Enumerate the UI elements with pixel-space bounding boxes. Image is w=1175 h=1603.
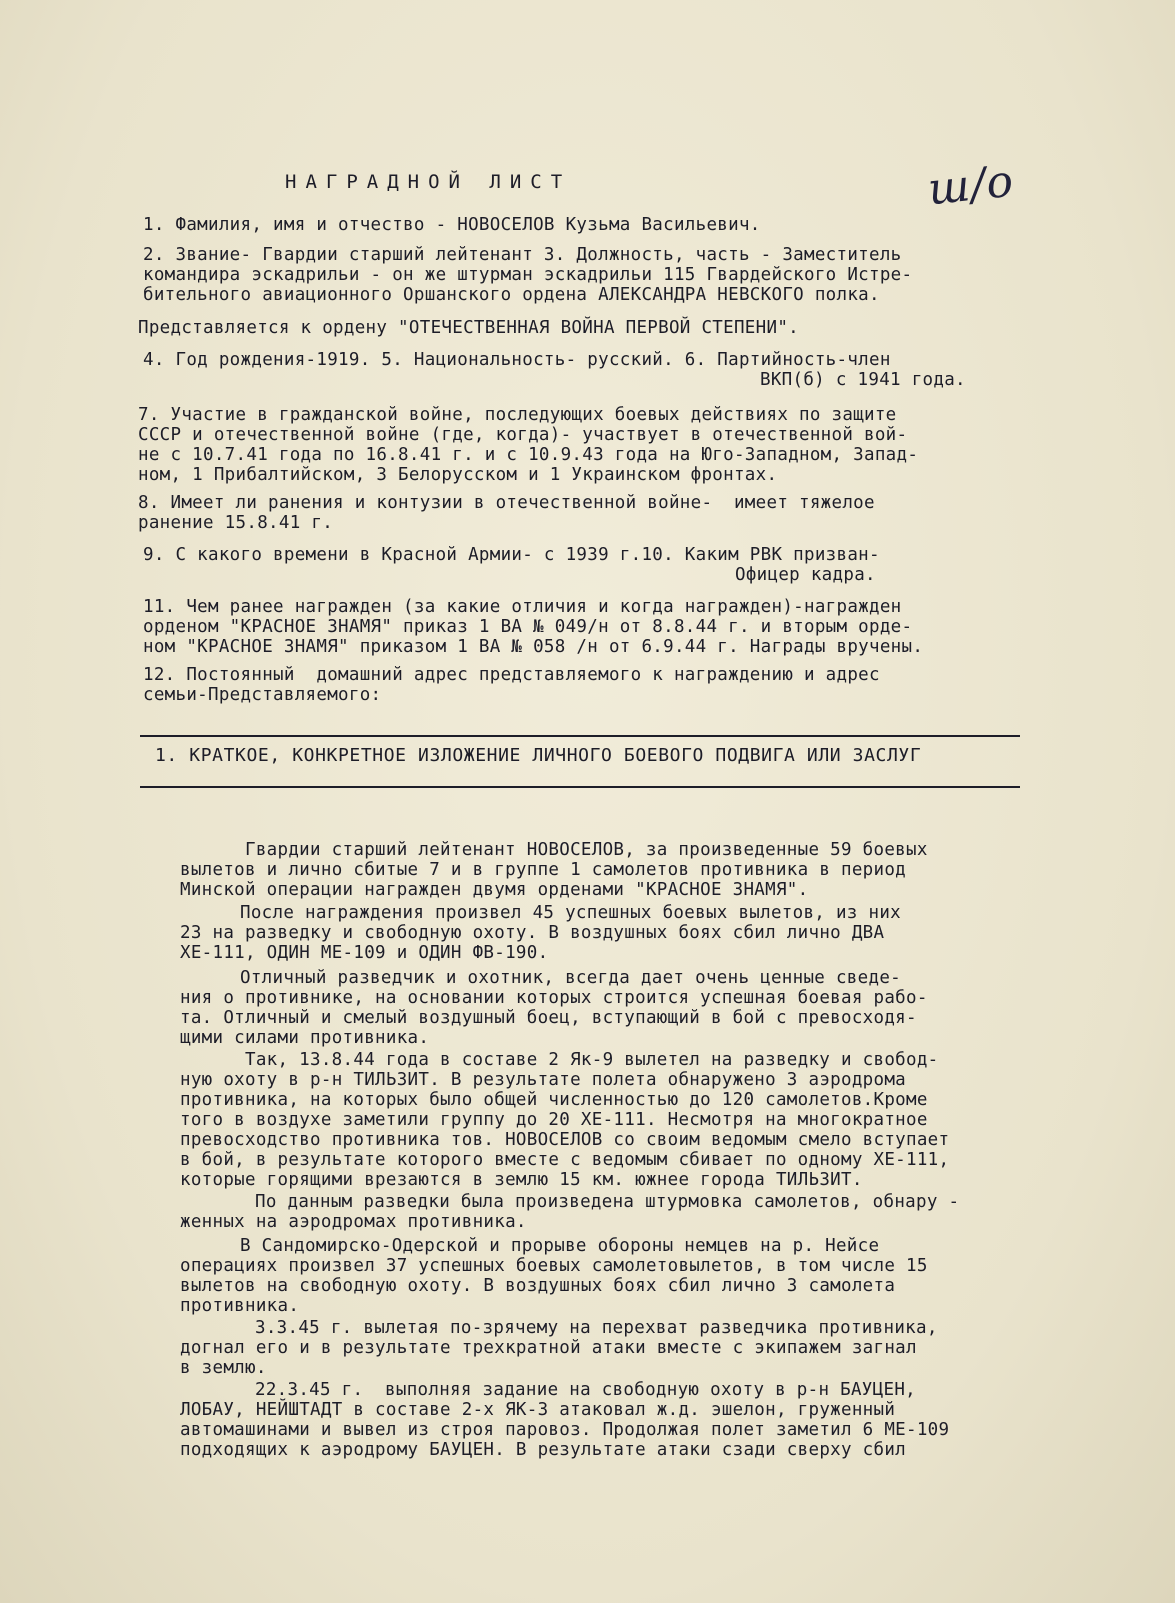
bottom-divider — [140, 786, 1020, 788]
header-line: 7. Участие в гражданской войне, последующих боевых действиях по защите — [138, 405, 897, 425]
body-line: Гвардии старший лейтенант НОВОСЕЛОВ, за произведенные 59 боевых — [245, 840, 928, 860]
body-line: После награждения произвел 45 успешных боевых вылетов, из них — [240, 903, 901, 923]
body-line: По данным разведки была произведена штурмовка самолетов, обнару - — [255, 1192, 960, 1212]
header-line: 12. Постоянный домашний адрес представляемого к награждению и адрес — [143, 665, 880, 685]
body-line: та. Отличный и смелый воздушный боец, вступающий в бой с превосходя- — [180, 1008, 917, 1028]
header-line: ранение 15.8.41 г. — [138, 513, 334, 533]
body-line: ния о противнике, на основании которых строится успешная боевая рабо- — [180, 988, 928, 1008]
body-line: В Сандомирско-Одерской и прорыве обороны немцев на р. Нейсе — [240, 1236, 880, 1256]
document-title: НАГРАДНОЙ ЛИСТ — [285, 171, 572, 193]
header-line: 9. С какого времени в Красной Армии- с 1939 г.10. Каким РВК призван- — [143, 545, 880, 565]
body-line: щими силами противника. — [180, 1028, 430, 1048]
body-line: автомашинами и вывел из строя паровоз. Продолжая полет заметил 6 МЕ-109 — [180, 1420, 950, 1440]
body-line: ЛОБАУ, НЕЙШТАДТ в составе 2-х ЯК-3 атаковал ж.д. эшелон, груженный — [180, 1400, 896, 1420]
header-line: 8. Имеет ли ранения и контузии в отечественной войне- имеет тяжелое — [138, 493, 875, 513]
header-line: Представляется к ордену "ОТЕЧЕСТВЕННАЯ ВОЙНА ПЕРВОЙ СТЕПЕНИ". — [138, 318, 799, 338]
section-heading: 1. КРАТКОЕ, КОНКРЕТНОЕ ИЗЛОЖЕНИЕ ЛИЧНОГО БОЕВОГО ПОДВИГА ИЛИ ЗАСЛУГ — [155, 745, 922, 766]
body-line: которые горящими врезаются в землю 15 км. южнее города ТИЛЬЗИТ. — [180, 1170, 863, 1190]
header-line: бительного авиационного Оршанского ордена АЛЕКСАНДРА НЕВСКОГО полка. — [143, 285, 880, 305]
body-line: вылетов и лично сбитые 7 и в группе 1 самолетов противника в период — [180, 860, 907, 880]
header-line: 1. Фамилия, имя и отчество - НОВОСЕЛОВ Кузьма Васильевич. — [143, 215, 761, 235]
body-line: 23 на разведку и свободную охоту. В воздушных боях сбил лично ДВА — [180, 923, 885, 943]
body-line: подходящих к аэродрому БАУЦЕН. В результате атаки сзади сверху сбил — [180, 1440, 907, 1460]
header-line: 11. Чем ранее награжден (за какие отличия и когда награжден)-награжден — [143, 597, 902, 617]
body-line: 22.3.45 г. выполняя задание на свободную охоту в р-н БАУЦЕН, — [255, 1380, 916, 1400]
header-line: 4. Год рождения-1919. 5. Национальность- русский. 6. Партийность-член — [143, 350, 891, 370]
header-line: командира эскадрильи - он же штурман эскадрильи 115 Гвардейского Истре- — [143, 265, 913, 285]
body-line: вылетов на свободную охоту. В воздушных боях сбил лично 3 самолета — [180, 1276, 896, 1296]
body-line: в бой, в результате которого вместе с ведомым сбивает по одному ХЕ-111, — [180, 1150, 950, 1170]
body-line: Так, 13.8.44 года в составе 2 Як-9 вылетел на разведку и свобод- — [245, 1050, 939, 1070]
body-line: операциях произвел 37 успешных боевых самолетовылетов, в том числе 15 — [180, 1256, 928, 1276]
body-line: в землю. — [180, 1358, 267, 1378]
top-divider — [140, 735, 1020, 737]
body-line: превосходство противника тов. НОВОСЕЛОВ со своим ведомым смело вступает — [180, 1130, 950, 1150]
body-line: Минской операции награжден двумя орденами "КРАСНОЕ ЗНАМЯ". — [180, 880, 809, 900]
header-line: не с 10.7.41 года по 16.8.41 г. и с 10.9.43 года на Юго-Западном, Запад- — [138, 445, 919, 465]
body-line: ХЕ-111, ОДИН МЕ-109 и ОДИН ФВ-190. — [180, 943, 549, 963]
body-line: противника. — [180, 1296, 300, 1316]
body-line: противника, на которых было общей численностью до 120 самолетов.Кроме — [180, 1090, 928, 1110]
header-line: 2. Звание- Гвардии старший лейтенант 3. Должность, часть - Заместитель — [143, 245, 902, 265]
body-line: того в воздухе заметили группу до 20 ХЕ-111. Несмотря на многократное — [180, 1110, 928, 1130]
handwritten-note: ш/о — [925, 155, 1017, 216]
header-line: семьи-Представляемого: — [143, 685, 382, 705]
header-line: Офицер кадра. — [735, 565, 876, 585]
header-line: ном, 1 Прибалтийском, 3 Белорусском и 1 Украинском фронтах. — [138, 465, 778, 485]
header-line: СССР и отечественной войне (где, когда)- участвует в отечественной вой- — [138, 425, 908, 445]
header-line: ВКП(б) с 1941 года. — [760, 370, 966, 390]
body-line: догнал его и в результате трехкратной атаки вместе с экипажем загнал — [180, 1338, 917, 1358]
header-line: орденом "КРАСНОЕ ЗНАМЯ" приказ 1 ВА № 049/н от 8.8.44 г. и вторым орде- — [143, 617, 913, 637]
body-line: женных на аэродромах противника. — [180, 1212, 527, 1232]
body-line: ную охоту в р-н ТИЛЬЗИТ. В результате полета обнаружено 3 аэродрома — [180, 1070, 907, 1090]
body-line: 3.3.45 г. вылетая по-зрячему на перехват разведчика противника, — [255, 1318, 938, 1338]
header-line: ном "КРАСНОЕ ЗНАМЯ" приказом 1 ВА № 058 /н от 6.9.44 г. Награды вручены. — [143, 637, 924, 657]
body-line: Отличный разведчик и охотник, всегда дает очень ценные сведе- — [240, 968, 901, 988]
